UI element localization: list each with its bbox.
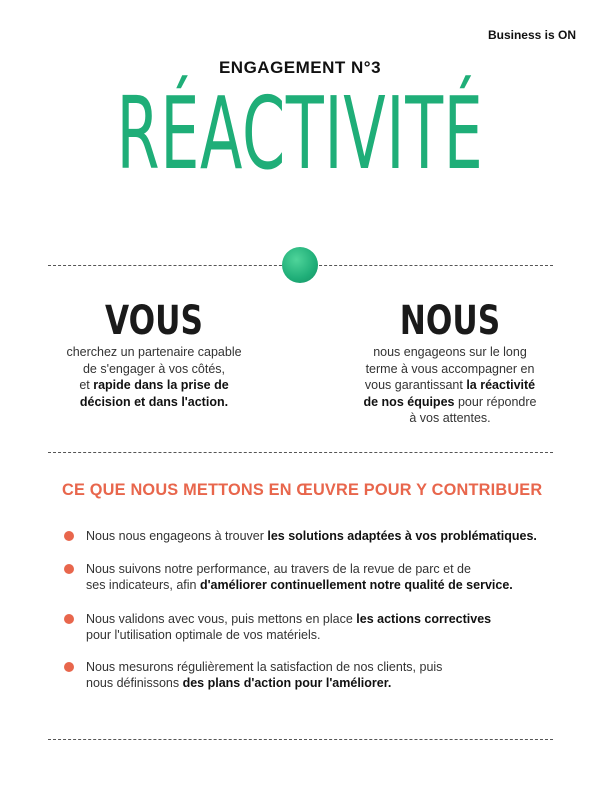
bullet-1-text: Nous nous engageons à trouver [86, 529, 268, 543]
vous-heading: VOUS [105, 298, 203, 344]
nous-line-2: terme à vous accompagner en [365, 361, 535, 376]
nous-column [330, 300, 570, 427]
divider-middle [48, 452, 553, 453]
vous-line-3-bold: rapide dans la prise de [93, 378, 229, 392]
green-circle-ornament [282, 247, 318, 283]
nous-text [330, 344, 570, 427]
bullet-4-line-2: nous définissons [86, 676, 183, 690]
list-item [64, 659, 564, 692]
vous-column [34, 300, 274, 410]
bullet-2-line-2: ses indicateurs, afin [86, 578, 200, 592]
section-title: CE QUE NOUS METTONS EN ŒUVRE POUR Y CONTRIBUER [62, 480, 543, 499]
vous-line-2: de s'engager à vos côtés, [82, 361, 226, 376]
bullet-dot-icon [64, 662, 74, 672]
bullet-3-bold: les actions correctives [356, 611, 492, 626]
divider-bottom [48, 739, 553, 740]
vous-line-1: cherchez un partenaire capable [66, 345, 242, 359]
bullet-dot-icon [64, 614, 74, 624]
vous-line-3-prefix: et [79, 378, 94, 392]
bullet-dot-icon [64, 531, 74, 541]
list-item [64, 561, 564, 594]
brand-label: Business is ON [487, 28, 576, 42]
nous-heading: NOUS [399, 298, 501, 344]
nous-line-1: nous engageons sur le long [373, 345, 527, 359]
bullet-dot-icon [64, 564, 74, 574]
bullet-4-bold: des plans d'action pour l'améliorer. [182, 676, 392, 690]
bullet-1-bold: les solutions adaptées à vos problématiques. [267, 529, 537, 543]
nous-line-4-suffix: pour répondre [454, 394, 537, 409]
nous-line-4-bold: de nos équipes [363, 394, 455, 409]
vous-text [34, 344, 274, 410]
bullet-list [64, 528, 564, 708]
bullet-3-text: Nous validons avec vous, puis mettons en place [86, 611, 357, 626]
bullet-3-line-2: pour l'utilisation optimale de vos matériels. [86, 628, 321, 642]
engagement-number: ENGAGEMENT N°3 [218, 58, 382, 77]
nous-line-5: à vos attentes. [409, 411, 491, 425]
list-item [64, 611, 564, 644]
list-item [64, 528, 564, 545]
bullet-2-bold: d'améliorer continuellement notre qualité de service. [199, 578, 513, 592]
bullet-4-line-1: Nous mesurons régulièrement la satisfaction de nos clients, puis [86, 659, 443, 674]
bullet-2-line-1: Nous suivons notre performance, au travers de la revue de parc et de [86, 561, 471, 576]
page-title: RÉACTIVITÉ [116, 75, 484, 192]
nous-line-3-prefix: vous garantissant [364, 378, 467, 392]
vous-line-4-bold: décision et dans l'action. [79, 394, 229, 409]
nous-line-3-bold: la réactivité [466, 378, 536, 392]
